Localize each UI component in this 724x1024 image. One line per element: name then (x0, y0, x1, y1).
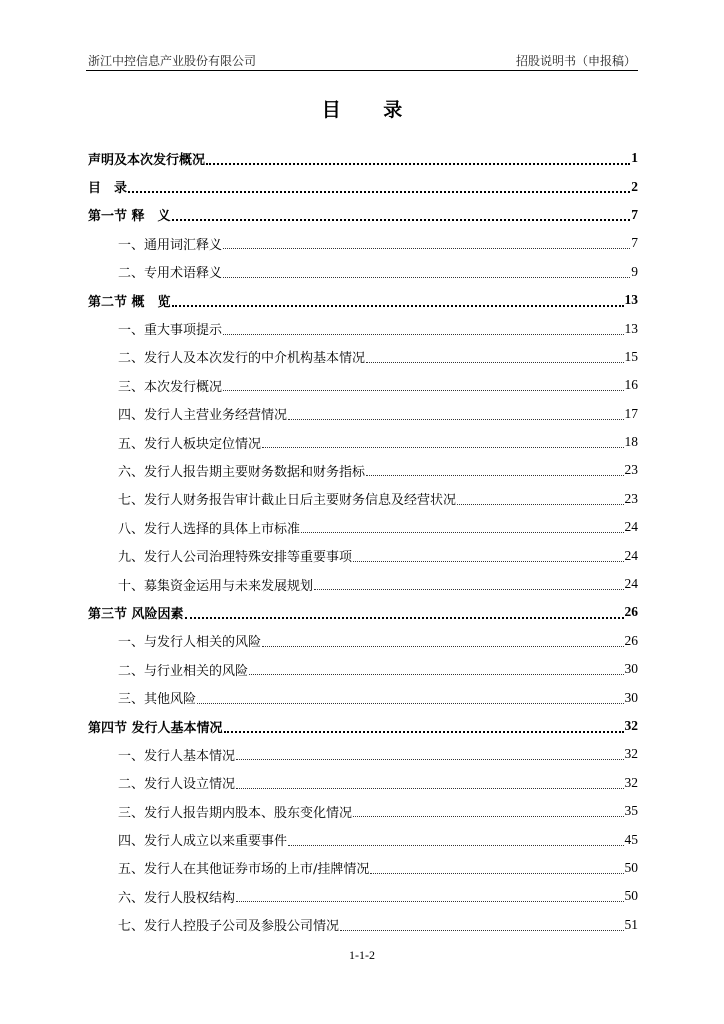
toc-entry-text: 四、发行人主营业务经营情况 (118, 408, 288, 424)
toc-page-number: 32 (624, 774, 638, 790)
toc-section-entry[interactable] (88, 400, 638, 428)
toc-leader-dots (301, 519, 623, 533)
toc-page-number: 45 (624, 831, 638, 847)
toc-entry-text: 六、发行人报告期主要财务数据和财务指标 (118, 464, 366, 480)
toc-entry-text: 一、发行人基本情况 (118, 748, 236, 764)
toc-section-entry[interactable] (88, 911, 638, 939)
toc-leader-dots (223, 321, 623, 335)
toc-leader-dots (223, 235, 630, 249)
toc-entry-text: 目 录 (88, 181, 128, 197)
toc-entry-text: 八、发行人选择的具体上市标准 (118, 521, 301, 537)
toc-entry-text: 六、发行人股权结构 (118, 890, 236, 906)
toc-leader-dots (206, 150, 630, 165)
toc-section-entry[interactable] (88, 882, 638, 910)
page-number: 1-1-2 (349, 948, 375, 962)
toc-leader-dots (224, 718, 624, 733)
toc-section-entry[interactable] (88, 513, 638, 541)
toc-section-entry[interactable] (88, 371, 638, 399)
toc-leader-dots (236, 746, 623, 760)
toc-chapter-entry[interactable] (88, 598, 638, 626)
table-of-contents (88, 144, 638, 939)
toc-page-number: 32 (624, 718, 638, 733)
toc-entry-text: 三、其他风险 (118, 692, 197, 708)
toc-leader-dots (288, 832, 623, 846)
toc-leader-dots (236, 775, 623, 789)
header-rule (86, 70, 638, 71)
toc-chapter-entry[interactable] (88, 712, 638, 740)
toc-chapter-entry[interactable] (88, 172, 638, 200)
toc-section-entry[interactable] (88, 769, 638, 797)
toc-entry-text: 五、发行人在其他证券市场的上市/挂牌情况 (118, 862, 370, 878)
toc-entry-text: 七、发行人控股子公司及参股公司情况 (118, 919, 340, 935)
toc-leader-dots (288, 406, 623, 420)
toc-section-entry[interactable] (88, 627, 638, 655)
toc-leader-dots (223, 264, 630, 278)
header-company: 浙江中控信息产业股份有限公司 (88, 54, 257, 68)
toc-page-number: 23 (624, 490, 638, 506)
toc-page-number: 24 (624, 547, 638, 563)
toc-entry-text: 一、通用词汇释义 (118, 237, 223, 253)
toc-leader-dots (314, 576, 623, 590)
toc-section-entry[interactable] (88, 428, 638, 456)
toc-leader-dots (249, 661, 623, 675)
toc-leader-dots (366, 349, 623, 363)
toc-entry-text: 三、发行人报告期内股本、股东变化情况 (118, 805, 353, 821)
toc-page-number: 7 (631, 235, 638, 251)
toc-page-number: 26 (624, 604, 638, 620)
toc-section-entry[interactable] (88, 541, 638, 569)
toc-page-number: 9 (631, 263, 638, 279)
toc-section-entry[interactable] (88, 314, 638, 342)
header-doc-type: 招股说明书（申报稿） (515, 54, 636, 68)
toc-page-number: 26 (624, 632, 638, 648)
toc-page-number: 13 (624, 292, 638, 308)
toc-entry-text: 一、与发行人相关的风险 (118, 635, 262, 651)
toc-leader-dots (370, 860, 623, 874)
toc-page-number: 2 (631, 178, 638, 194)
toc-page-number: 35 (624, 803, 638, 819)
toc-entry-text: 十、募集资金运用与未来发展规划 (118, 578, 314, 594)
toc-page-number: 30 (624, 689, 638, 705)
toc-leader-dots (172, 206, 631, 221)
toc-section-entry[interactable] (88, 229, 638, 257)
toc-page-number: 24 (624, 576, 638, 592)
toc-page-number: 17 (624, 405, 638, 421)
toc-page-number: 50 (624, 859, 638, 875)
toc-leader-dots (353, 803, 623, 817)
toc-leader-dots (223, 377, 623, 391)
toc-chapter-entry[interactable] (88, 286, 638, 314)
toc-page-number: 23 (624, 462, 638, 478)
toc-leader-dots (236, 888, 623, 902)
toc-entry-text: 第四节 发行人基本情况 (88, 720, 223, 736)
toc-entry-text: 三、本次发行概况 (118, 379, 223, 395)
toc-page-number: 30 (624, 661, 638, 677)
toc-entry-text: 二、发行人设立情况 (118, 777, 236, 793)
toc-page-number: 15 (624, 348, 638, 364)
toc-page-number: 32 (624, 746, 638, 762)
toc-section-entry[interactable] (88, 683, 638, 711)
toc-section-entry[interactable] (88, 797, 638, 825)
toc-section-entry[interactable] (88, 825, 638, 853)
toc-entry-text: 九、发行人公司治理特殊安排等重要事项 (118, 550, 353, 566)
toc-page-number: 1 (631, 150, 638, 166)
toc-entry-text: 五、发行人板块定位情况 (118, 436, 262, 452)
toc-entry-text: 第三节 风险因素 (88, 606, 184, 622)
toc-entry-text: 第二节 概 览 (88, 294, 171, 310)
toc-section-entry[interactable] (88, 485, 638, 513)
toc-page-number: 24 (624, 519, 638, 535)
page-title: 目 录 (321, 99, 421, 121)
toc-section-entry[interactable] (88, 740, 638, 768)
toc-section-entry[interactable] (88, 456, 638, 484)
toc-leader-dots (353, 548, 623, 562)
toc-leader-dots (172, 292, 624, 307)
toc-leader-dots (366, 462, 623, 476)
toc-leader-dots (262, 633, 623, 647)
toc-leader-dots (262, 434, 623, 448)
toc-page-number: 50 (624, 888, 638, 904)
toc-chapter-entry[interactable] (88, 201, 638, 229)
toc-page-number: 18 (624, 434, 638, 450)
toc-entry-text: 一、重大事项提示 (118, 323, 223, 339)
toc-entry-text: 二、发行人及本次发行的中介机构基本情况 (118, 351, 366, 367)
toc-entry-text: 二、专用术语释义 (118, 266, 223, 282)
toc-leader-dots (128, 178, 630, 193)
toc-section-entry[interactable] (88, 655, 638, 683)
toc-leader-dots (185, 604, 624, 619)
toc-page-number: 7 (631, 206, 638, 222)
toc-section-entry[interactable] (88, 258, 638, 286)
toc-section-entry[interactable] (88, 343, 638, 371)
toc-entry-text: 七、发行人财务报告审计截止日后主要财务信息及经营状况 (118, 493, 457, 509)
toc-page-number: 13 (624, 320, 638, 336)
toc-page-number: 51 (624, 916, 638, 932)
toc-section-entry[interactable] (88, 854, 638, 882)
toc-chapter-entry[interactable] (88, 144, 638, 172)
toc-section-entry[interactable] (88, 570, 638, 598)
toc-leader-dots (197, 690, 623, 704)
toc-entry-text: 四、发行人成立以来重要事件 (118, 834, 288, 850)
toc-leader-dots (457, 491, 623, 505)
toc-entry-text: 二、与行业相关的风险 (118, 663, 249, 679)
toc-entry-text: 第一节 释 义 (88, 209, 171, 225)
toc-leader-dots (340, 917, 623, 931)
toc-page-number: 16 (624, 377, 638, 393)
toc-entry-text: 声明及本次发行概况 (88, 152, 206, 168)
